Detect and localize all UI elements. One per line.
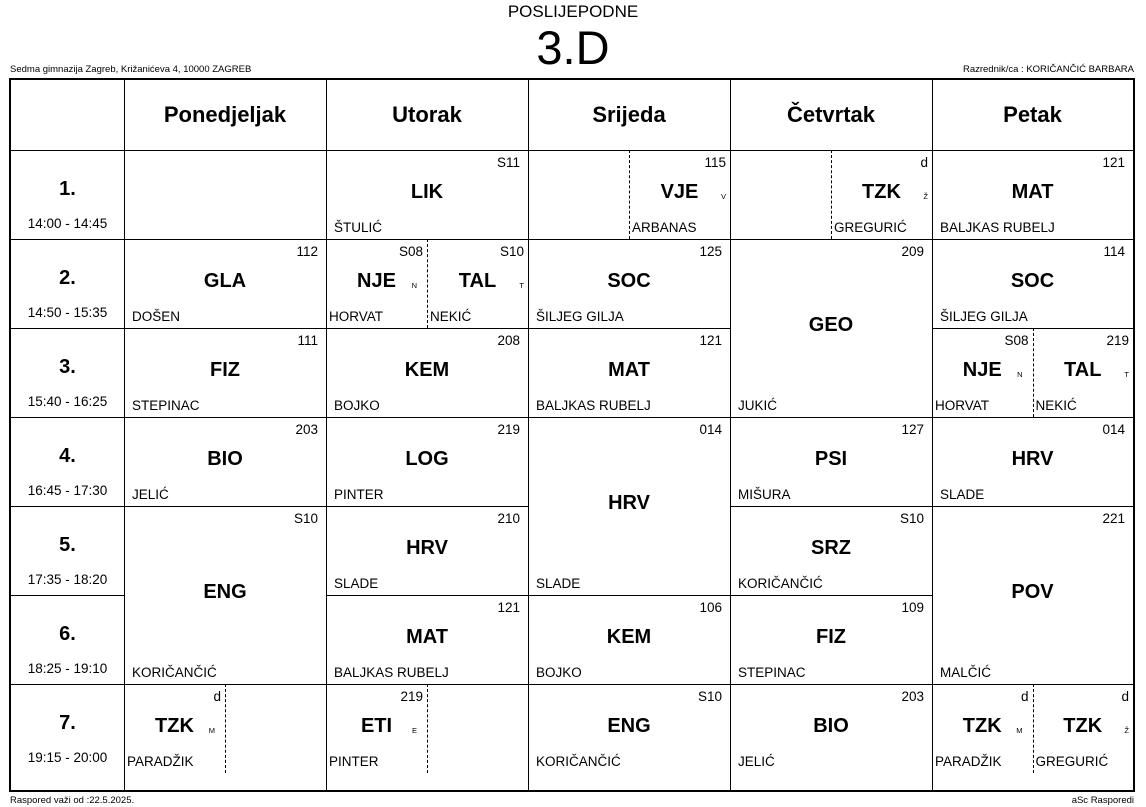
software-credit: aSc Rasporedi [1071, 795, 1134, 806]
teacher-label: ŠILJEG GILJA [536, 309, 624, 324]
lesson-cell [326, 506, 528, 595]
lesson-cell [528, 239, 730, 328]
lesson-cell [528, 684, 730, 773]
subject-label: MAT [608, 358, 650, 381]
school-address: Sedma gimnazija Zagreb, Križanićeva 4, 10000 ZAGREB [10, 64, 252, 75]
teacher-label: BALJKAS RUBELJ [536, 398, 651, 413]
teacher-label: NEKIĆ [430, 309, 472, 324]
subject-label: MAT [406, 625, 448, 648]
day-header-2: Srijeda [592, 102, 666, 127]
group-label: E [411, 725, 417, 735]
lesson-cell [326, 328, 528, 417]
teacher-label: JELIĆ [738, 754, 775, 769]
room-label: S08 [1004, 333, 1029, 348]
period-time: 15:40 - 16:25 [27, 394, 108, 409]
room-label: 203 [295, 422, 318, 437]
teacher-label: KORIČANČIĆ [738, 576, 823, 591]
lesson-cell [326, 239, 427, 328]
room-label: 114 [1103, 244, 1125, 259]
subject-label: MAT [1011, 180, 1054, 203]
lesson-cell [1033, 328, 1134, 417]
period-number: 3. [59, 356, 76, 378]
group-label: N [1017, 369, 1023, 379]
lesson-cell [326, 684, 427, 773]
lesson-cell [124, 239, 326, 328]
subject-label: ENG [203, 581, 247, 603]
split-divider [225, 684, 226, 773]
teacher-label: STEPINAC [738, 665, 806, 680]
room-label: S11 [496, 155, 520, 170]
period-time: 18:25 - 19:10 [27, 661, 108, 676]
lesson-cell [730, 684, 932, 773]
room-label: 121 [1102, 155, 1125, 170]
teacher-label: PINTER [334, 487, 384, 502]
lesson-cell [528, 328, 730, 417]
split-divider [629, 150, 630, 239]
teacher-label: STEPINAC [132, 398, 200, 413]
teacher-label: ŠILJEG GILJA [940, 309, 1028, 324]
row-divider [11, 239, 124, 240]
subject-label: GEO [808, 314, 854, 336]
subject-label: LOG [405, 447, 449, 470]
room-label: 219 [497, 422, 520, 437]
group-label: N [411, 280, 417, 290]
lesson-cell [730, 506, 932, 595]
teacher-label: BALJKAS RUBELJ [334, 665, 449, 680]
row-divider [11, 684, 124, 685]
subject-label: TZK [962, 714, 1002, 737]
room-label: S10 [293, 511, 318, 526]
period-number: 1. [59, 178, 76, 200]
teacher-label: PARADŽIK [127, 754, 194, 769]
teacher-label: ARBANAS [632, 220, 697, 235]
lesson-cell [932, 506, 1133, 684]
period-number: 7. [59, 712, 76, 734]
teacher-label: NEKIĆ [1035, 398, 1077, 413]
subject-label: BIO [813, 714, 849, 737]
subject-label: HRV [406, 536, 448, 559]
teacher-label: MALČIĆ [940, 665, 992, 680]
subject-label: TZK [1063, 714, 1103, 737]
room-label: 203 [901, 689, 924, 704]
split-divider [427, 684, 428, 773]
period-time: 19:15 - 20:00 [27, 750, 108, 765]
subject-label: SOC [607, 269, 651, 292]
subject-label: SRZ [811, 536, 851, 559]
lesson-cell [326, 417, 528, 506]
subject-label: HRV [608, 492, 650, 514]
period-time: 14:50 - 15:35 [27, 305, 108, 320]
room-label: 219 [1106, 333, 1129, 348]
lesson-cell [932, 684, 1033, 773]
lesson-cell [1033, 684, 1134, 773]
lesson-cell [528, 417, 730, 595]
subject-label: PSI [814, 447, 848, 470]
room-label: 014 [699, 422, 722, 437]
teacher-label: ŠTULIĆ [334, 220, 383, 235]
subject-label: NJE [962, 358, 1002, 381]
teacher-label: BOJKO [334, 398, 380, 413]
subject-label: FIZ [210, 358, 240, 381]
room-label: 115 [704, 155, 726, 170]
room-label: 121 [699, 333, 722, 348]
room-label: 112 [296, 244, 318, 259]
period-time: 17:35 - 18:20 [27, 572, 108, 587]
lesson-cell [730, 417, 932, 506]
subject-label: POV [1011, 581, 1054, 603]
split-divider [831, 150, 832, 239]
subject-label: ENG [607, 714, 651, 737]
lesson-cell [124, 684, 225, 773]
subject-label: KEM [606, 625, 652, 648]
period-number: 4. [59, 445, 76, 467]
class-title: 3.D [536, 21, 610, 74]
teacher-label: PARADŽIK [935, 754, 1002, 769]
lesson-cell [932, 150, 1133, 239]
subject-label: GLA [203, 269, 247, 292]
room-label: 014 [1102, 422, 1125, 437]
subject-label: LIK [410, 180, 444, 203]
teacher-label: HORVAT [329, 309, 384, 324]
teacher-label: SLADE [940, 487, 985, 502]
lesson-cell [831, 150, 932, 239]
group-label: Ž [923, 191, 928, 201]
subject-label: TAL [1064, 358, 1102, 381]
lesson-cell [124, 417, 326, 506]
teacher-label: BOJKO [536, 665, 582, 680]
lesson-cell [730, 239, 932, 417]
lesson-cell [427, 239, 528, 328]
teacher-label: JUKIĆ [738, 398, 778, 413]
row-divider [11, 506, 124, 507]
lesson-cell [528, 595, 730, 684]
valid-from-note: Raspored važi od :22.5.2025. [10, 795, 135, 806]
class-teacher: Razrednik/ca : KORIČANČIĆ BARBARA [962, 64, 1134, 75]
subject-label: SOC [1010, 269, 1055, 292]
lesson-cell [124, 328, 326, 417]
row-divider [11, 417, 124, 418]
lesson-cell [932, 417, 1133, 506]
subject-label: NJE [357, 269, 396, 292]
teacher-label: HORVAT [935, 398, 990, 413]
row-divider [11, 595, 124, 596]
group-label: T [1124, 369, 1129, 379]
group-label: V [720, 191, 726, 201]
teacher-label: JELIĆ [132, 487, 169, 502]
period-time: 14:00 - 14:45 [27, 216, 108, 231]
teacher-label: GREGURIĆ [1035, 754, 1109, 769]
period-time: 16:45 - 17:30 [27, 483, 108, 498]
room-label: d [213, 689, 221, 704]
teacher-label: KORIČANČIĆ [132, 665, 217, 680]
lesson-cell [629, 150, 730, 239]
shift-label: POSLIJEPODNE [507, 2, 639, 21]
group-label: M [208, 725, 215, 735]
room-label: d [1020, 689, 1029, 704]
period-number: 5. [59, 534, 76, 556]
teacher-label: PINTER [329, 754, 379, 769]
room-label: 125 [699, 244, 722, 259]
room-label: S10 [697, 689, 722, 704]
teacher-label: MIŠURA [738, 487, 791, 502]
group-label: Ž [1124, 725, 1129, 735]
room-label: d [1121, 689, 1129, 704]
subject-label: HRV [1011, 447, 1054, 470]
room-label: 106 [699, 600, 722, 615]
room-label: 219 [400, 689, 423, 704]
lesson-cell [932, 328, 1033, 417]
room-label: d [920, 155, 928, 170]
subject-label: VJE [660, 180, 699, 203]
subject-label: TZK [155, 714, 194, 737]
subject-label: TAL [458, 269, 497, 292]
day-header-3: Četvrtak [786, 102, 876, 127]
room-label: 210 [497, 511, 520, 526]
room-label: S10 [499, 244, 524, 259]
room-label: 111 [297, 333, 318, 348]
lesson-cell [326, 150, 528, 239]
teacher-label: DOŠEN [132, 309, 181, 324]
teacher-label: SLADE [334, 576, 379, 591]
day-header-0: Ponedjeljak [163, 102, 287, 127]
row-divider [11, 328, 124, 329]
period-number: 6. [59, 623, 76, 645]
timetable-grid [9, 78, 1135, 792]
subject-label: ETI [360, 714, 393, 737]
lesson-cell [326, 595, 528, 684]
period-number: 2. [59, 267, 76, 289]
room-label: 127 [901, 422, 924, 437]
teacher-label: GREGURIĆ [834, 220, 907, 235]
subject-label: TZK [862, 180, 901, 203]
subject-label: KEM [404, 358, 450, 381]
teacher-label: SLADE [536, 576, 581, 591]
teacher-label: KORIČANČIĆ [536, 754, 621, 769]
room-label: 209 [901, 244, 924, 259]
room-label: S08 [398, 244, 423, 259]
room-label: 221 [1102, 511, 1125, 526]
day-header-1: Utorak [392, 102, 462, 127]
lesson-cell [730, 595, 932, 684]
lesson-cell [932, 239, 1133, 328]
group-label: M [1016, 725, 1023, 735]
day-header-4: Petak [1003, 102, 1062, 127]
room-label: S10 [899, 511, 924, 526]
lesson-cell [124, 506, 326, 684]
room-label: 208 [497, 333, 520, 348]
group-label: T [519, 280, 524, 290]
teacher-label: BALJKAS RUBELJ [940, 220, 1055, 235]
room-label: 121 [497, 600, 520, 615]
subject-label: BIO [207, 447, 243, 470]
subject-label: FIZ [816, 625, 846, 648]
room-label: 109 [901, 600, 924, 615]
